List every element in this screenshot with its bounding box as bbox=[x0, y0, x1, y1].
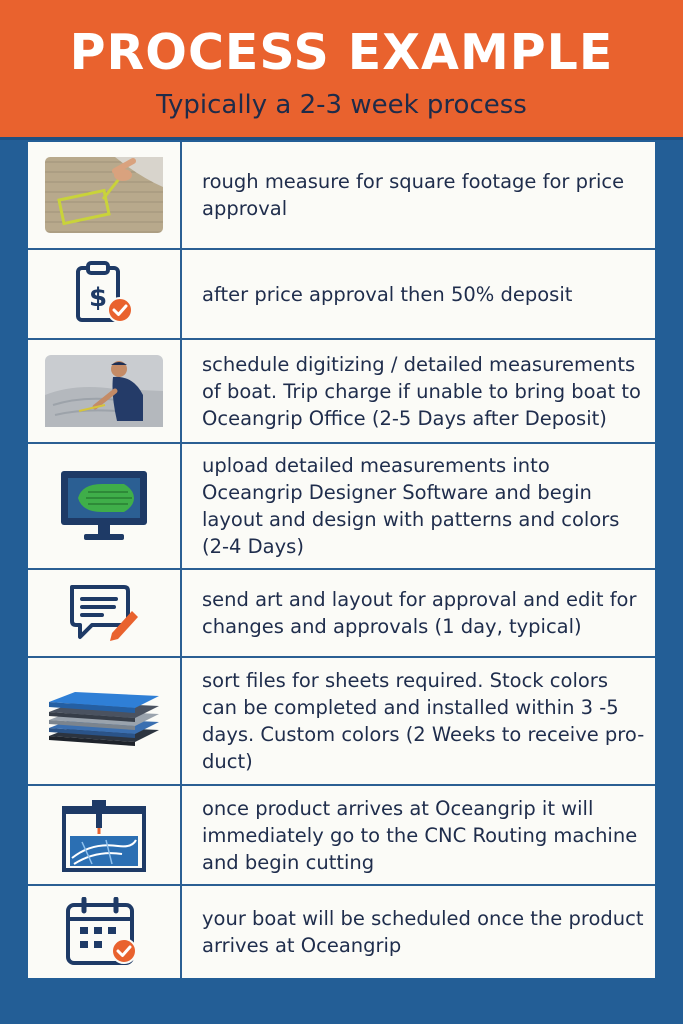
step-3-text: schedule digitizing / detailed measurements of boat. Trip charge if unable to bring boat to Oceangrip Office (2-5 Days after Deposit) bbox=[202, 352, 641, 430]
step-2-icon-cell bbox=[28, 250, 182, 338]
stacked-sheets-icon bbox=[45, 686, 163, 756]
chat-edit-icon bbox=[66, 581, 142, 645]
step-4-icon-cell bbox=[28, 444, 182, 568]
step-6-icon-cell bbox=[28, 658, 182, 784]
step-row-5 bbox=[28, 570, 655, 658]
step-6-text: sort files for sheets required. Stock colors can be completed and installed within 3 -5 days. Custom colors (2 Weeks to receive pro-duct) bbox=[202, 669, 645, 773]
step-row-7 bbox=[28, 786, 655, 886]
step-7-text: once product arrives at Oceangrip it will immediately go to the CNC Routing machine and begin cutting bbox=[202, 796, 638, 874]
step-2-text: after price approval then 50% deposit bbox=[202, 282, 573, 306]
step-row-2 bbox=[28, 250, 655, 340]
page-title: PROCESS EXAMPLE bbox=[69, 24, 614, 81]
step-row-3 bbox=[28, 340, 655, 444]
step-8-text: your boat will be scheduled once the product arrives at Oceangrip bbox=[202, 907, 644, 957]
step-1-image-cell bbox=[28, 142, 182, 248]
step-5-icon-cell bbox=[28, 570, 182, 656]
svg-text:$: $ bbox=[88, 283, 108, 313]
step-1-text: rough measure for square footage for price approval bbox=[202, 170, 625, 220]
clipboard-dollar-check-icon bbox=[72, 260, 136, 328]
monitor-boat-design-icon bbox=[58, 468, 150, 544]
page-subtitle: Typically a 2-3 week process bbox=[156, 90, 527, 120]
step-3-image-cell bbox=[28, 340, 182, 442]
header-banner bbox=[0, 0, 683, 140]
step-row-4 bbox=[28, 444, 655, 570]
photo-digitizing bbox=[45, 355, 163, 427]
calendar-check-icon bbox=[64, 897, 144, 967]
step-4-text: upload detailed measurements into Oceangrip Designer Software and begin layout and design with patterns and colors (2-4 Days) bbox=[202, 454, 620, 558]
step-row-8 bbox=[28, 886, 655, 978]
process-steps-table bbox=[28, 142, 655, 978]
step-5-text: send art and layout for approval and edit for changes and approvals (1 day, typical) bbox=[202, 588, 637, 638]
step-8-icon-cell bbox=[28, 886, 182, 978]
step-7-icon-cell bbox=[28, 786, 182, 884]
cnc-router-icon bbox=[62, 798, 146, 872]
step-row-6 bbox=[28, 658, 655, 786]
step-row-1 bbox=[28, 142, 655, 250]
photo-rough-measure bbox=[45, 157, 163, 233]
